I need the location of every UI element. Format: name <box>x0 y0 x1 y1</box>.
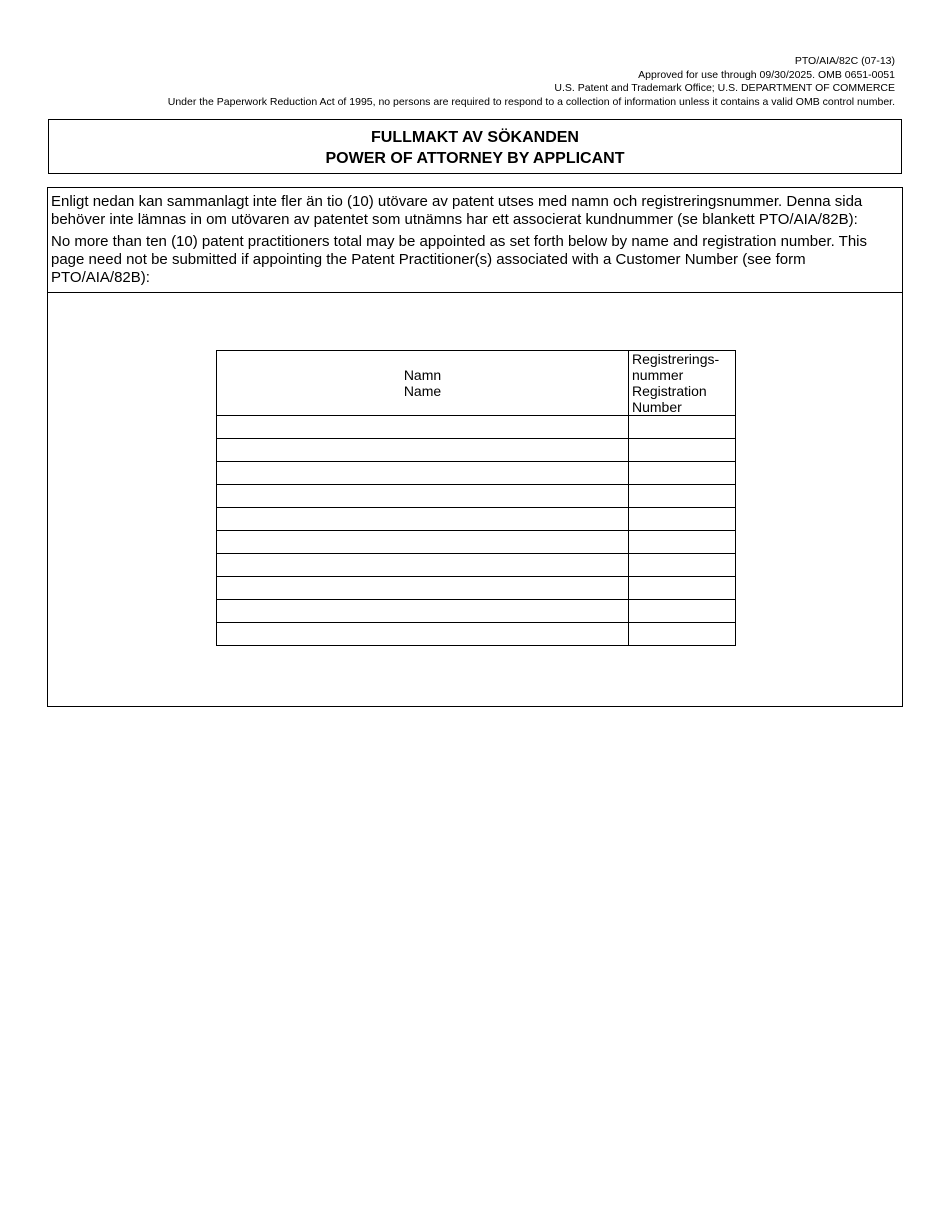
title-english: POWER OF ATTORNEY BY APPLICANT <box>325 150 625 167</box>
registration-number-cell <box>629 623 736 646</box>
practitioner-name-input[interactable] <box>217 485 628 507</box>
table-row <box>217 462 736 485</box>
registration-number-cell <box>629 439 736 462</box>
number-header-swedish-1: Registrerings- <box>632 351 720 367</box>
instructions-swedish: Enligt nedan kan sammanlagt inte fler än tio (10) utövare av patent utses med namn och registreringsnummer. Denna sida behöver inte lämnas in om utövaren av patentet som utnämns har ett associerat kundnummer (se blankett PTO/AIA/82B): <box>51 193 863 228</box>
practitioner-name-input[interactable] <box>217 600 628 622</box>
registration-number-cell <box>629 508 736 531</box>
name-cell <box>217 416 629 439</box>
name-cell <box>217 462 629 485</box>
table-row <box>217 439 736 462</box>
name-cell <box>217 623 629 646</box>
title-swedish: FULLMAKT AV SÖKANDEN <box>371 129 579 146</box>
practitioner-name-input[interactable] <box>217 577 628 599</box>
registration-number-input[interactable] <box>629 600 735 622</box>
registration-number-cell <box>629 600 736 623</box>
name-cell <box>217 577 629 600</box>
table-row <box>217 577 736 600</box>
practitioner-name-input[interactable] <box>217 439 628 461</box>
registration-number-input[interactable] <box>629 485 735 507</box>
table-row <box>217 531 736 554</box>
registration-number-input[interactable] <box>629 508 735 530</box>
name-cell <box>217 439 629 462</box>
registration-number-input[interactable] <box>629 554 735 576</box>
number-header-english-1: Registration <box>632 383 707 399</box>
number-header-english-2: Number <box>632 399 682 415</box>
practitioner-name-input[interactable] <box>217 508 628 530</box>
instructions-block <box>48 188 902 293</box>
registration-number-cell <box>629 554 736 577</box>
name-cell <box>217 485 629 508</box>
name-cell <box>217 600 629 623</box>
form-header <box>168 55 895 109</box>
practitioner-name-input[interactable] <box>217 623 628 645</box>
registration-number-input[interactable] <box>629 439 735 461</box>
registration-number-cell <box>629 416 736 439</box>
table-row <box>217 554 736 577</box>
registration-number-cell <box>629 485 736 508</box>
agency-name: U.S. Patent and Trademark Office; U.S. DEPARTMENT OF COMMERCE <box>554 82 895 94</box>
practitioner-section <box>47 187 903 707</box>
name-cell <box>217 508 629 531</box>
table-row <box>217 485 736 508</box>
practitioner-name-input[interactable] <box>217 531 628 553</box>
registration-number-cell <box>629 531 736 554</box>
practitioner-name-input[interactable] <box>217 462 628 484</box>
paperwork-notice: Under the Paperwork Reduction Act of 1995, no persons are required to respond to a collection of information unless it contains a valid OMB control number. <box>167 95 895 108</box>
table-header-row <box>217 351 736 416</box>
name-cell <box>217 531 629 554</box>
table-row <box>217 508 736 531</box>
registration-number-input[interactable] <box>629 462 735 484</box>
number-header-swedish-2: nummer <box>632 367 684 383</box>
registration-number-input[interactable] <box>629 577 735 599</box>
registration-number-input[interactable] <box>629 623 735 645</box>
name-cell <box>217 554 629 577</box>
registration-number-input[interactable] <box>629 416 735 438</box>
practitioner-name-input[interactable] <box>217 416 628 438</box>
name-column-header <box>217 351 629 416</box>
table-row <box>217 416 736 439</box>
form-title-box <box>48 119 902 174</box>
practitioner-name-input[interactable] <box>217 554 628 576</box>
name-header-english: Name <box>403 383 442 399</box>
instructions-english: No more than ten (10) patent practitioners total may be appointed as set forth below by name and registration number. This page need not be submitted if appointing the Patent Practitioner(s) associated with a Customer Number (see form PTO/AIA/82B): <box>51 233 868 286</box>
table-row <box>217 600 736 623</box>
form-id: PTO/AIA/82C (07-13) <box>794 55 895 67</box>
registration-number-column-header <box>629 351 736 416</box>
practitioner-table <box>216 350 736 646</box>
registration-number-input[interactable] <box>629 531 735 553</box>
registration-number-cell <box>629 462 736 485</box>
registration-number-cell <box>629 577 736 600</box>
omb-approval: Approved for use through 09/30/2025. OMB 0651-0051 <box>638 68 895 81</box>
name-header-swedish: Namn <box>403 367 442 383</box>
table-row <box>217 623 736 646</box>
